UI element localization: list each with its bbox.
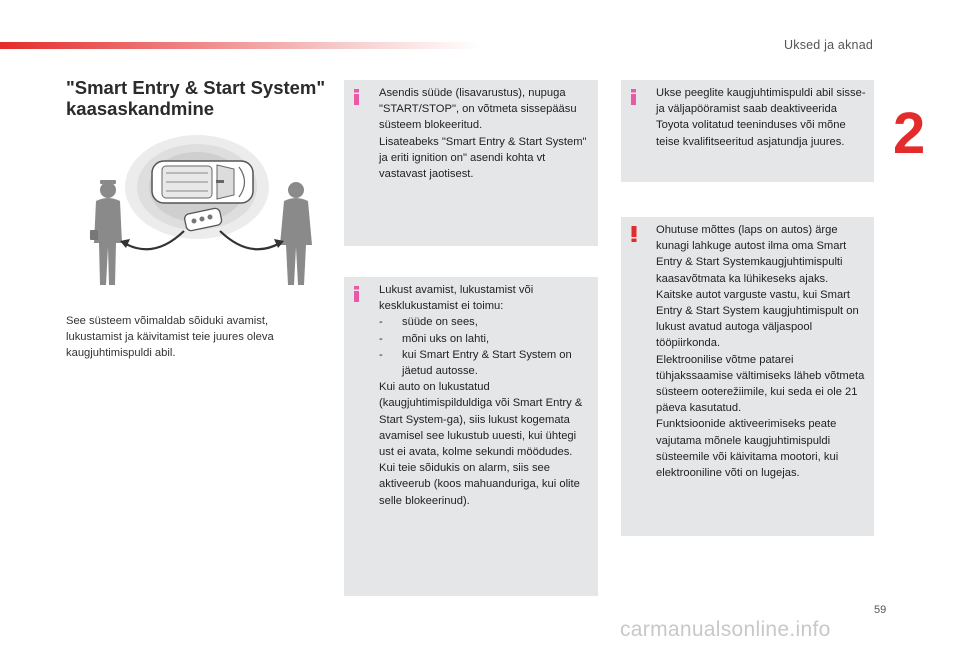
- info-box-ignition-text: Asendis süüde (lisavarustus), nupuga "START/STOP", on võtmeta sissepääsu süsteem blokeeritud. Lisateabeks "Smart Entry & Start System" ja eriti ignition on" asendi kohta vt vastavast jaotisest.: [379, 87, 587, 181]
- info-box-mirrors-text: Ukse peeglite kaugjuhtimispuldi abil sisse- ja väljapööramist saab deaktiveerida Toyota volitatud teeninduses või mõne teise kvalifitseeritud asjatundja juures.: [656, 87, 866, 148]
- info-box-ignition: [344, 80, 598, 246]
- list-item: - mõni uks on lahti,: [379, 331, 592, 347]
- info-icon: [350, 286, 364, 302]
- warning-icon: [627, 226, 641, 242]
- warning-box-safety-text: Ohutuse mõttes (laps on autos) ärge kunagi lahkuge autost ilma oma Smart Entry & Start Systemkaugjuhtimispulti kaasavõtmata ka lühikeseks ajaks. Kaitske autot varguste vastu, kui Smart Entry & Start System kaugjuhtimispult on lukust avatud autoga väljaspool tööpiirkonda. Elektroonilise võtme patarei tühjakssaamise vältimiseks läheb võtmeta süsteem ooterežiimile, kui seda ei ole 21 päeva kasutatud. Funktsioonide aktiveerimiseks peate vajutama mõnele kaugjuhtimispuldi süsteemile või käivitama mootori, kui elektrooniline võti on lugejas.: [656, 224, 865, 480]
- watermark: carmanualsonline.info: [620, 618, 831, 641]
- page-title: "Smart Entry & Start System" kaasaskandmine: [66, 77, 326, 119]
- list-item: - süüde on sees,: [379, 314, 592, 330]
- car-top-view-icon: [152, 161, 253, 203]
- info-box-mirrors: [621, 80, 874, 182]
- locking-body: Kui auto on lukustatud (kaugjuhtimispilduldiga või Smart Entry & Start System-ga), siis lukust kogemata avamisel see lukustub uuesti, kui ühtegi ust ei avata, kolme sekundi möödudes. Kui teie sõidukis on alarm, siis see aktiveerub (koos mahuanduriga, kui olite selle blokeerinud).: [379, 381, 583, 507]
- section-title: Uksed ja aknad: [784, 38, 873, 52]
- smart-entry-illustration: [84, 135, 322, 295]
- info-icon: [350, 89, 364, 105]
- person-right-icon: [280, 182, 312, 285]
- header-accent-bar: [0, 42, 480, 49]
- locking-conditions-list: [379, 314, 592, 379]
- locking-intro: Lukust avamist, lukustamist või kesklukustamist ei toimu:: [379, 284, 534, 313]
- list-item: - kui Smart Entry & Start System on jäetud autosse.: [379, 347, 592, 379]
- info-icon: [627, 89, 641, 105]
- info-box-locking: [344, 277, 598, 596]
- person-left-icon: [90, 180, 122, 285]
- chapter-number: 2: [893, 101, 926, 166]
- page-number: 59: [874, 604, 887, 616]
- warning-box-safety: [621, 217, 874, 536]
- intro-paragraph: See süsteem võimaldab sõiduki avamist, lukustamist ja käivitamist teie juures oleva kaugjuhtimispuldi abil.: [66, 315, 274, 360]
